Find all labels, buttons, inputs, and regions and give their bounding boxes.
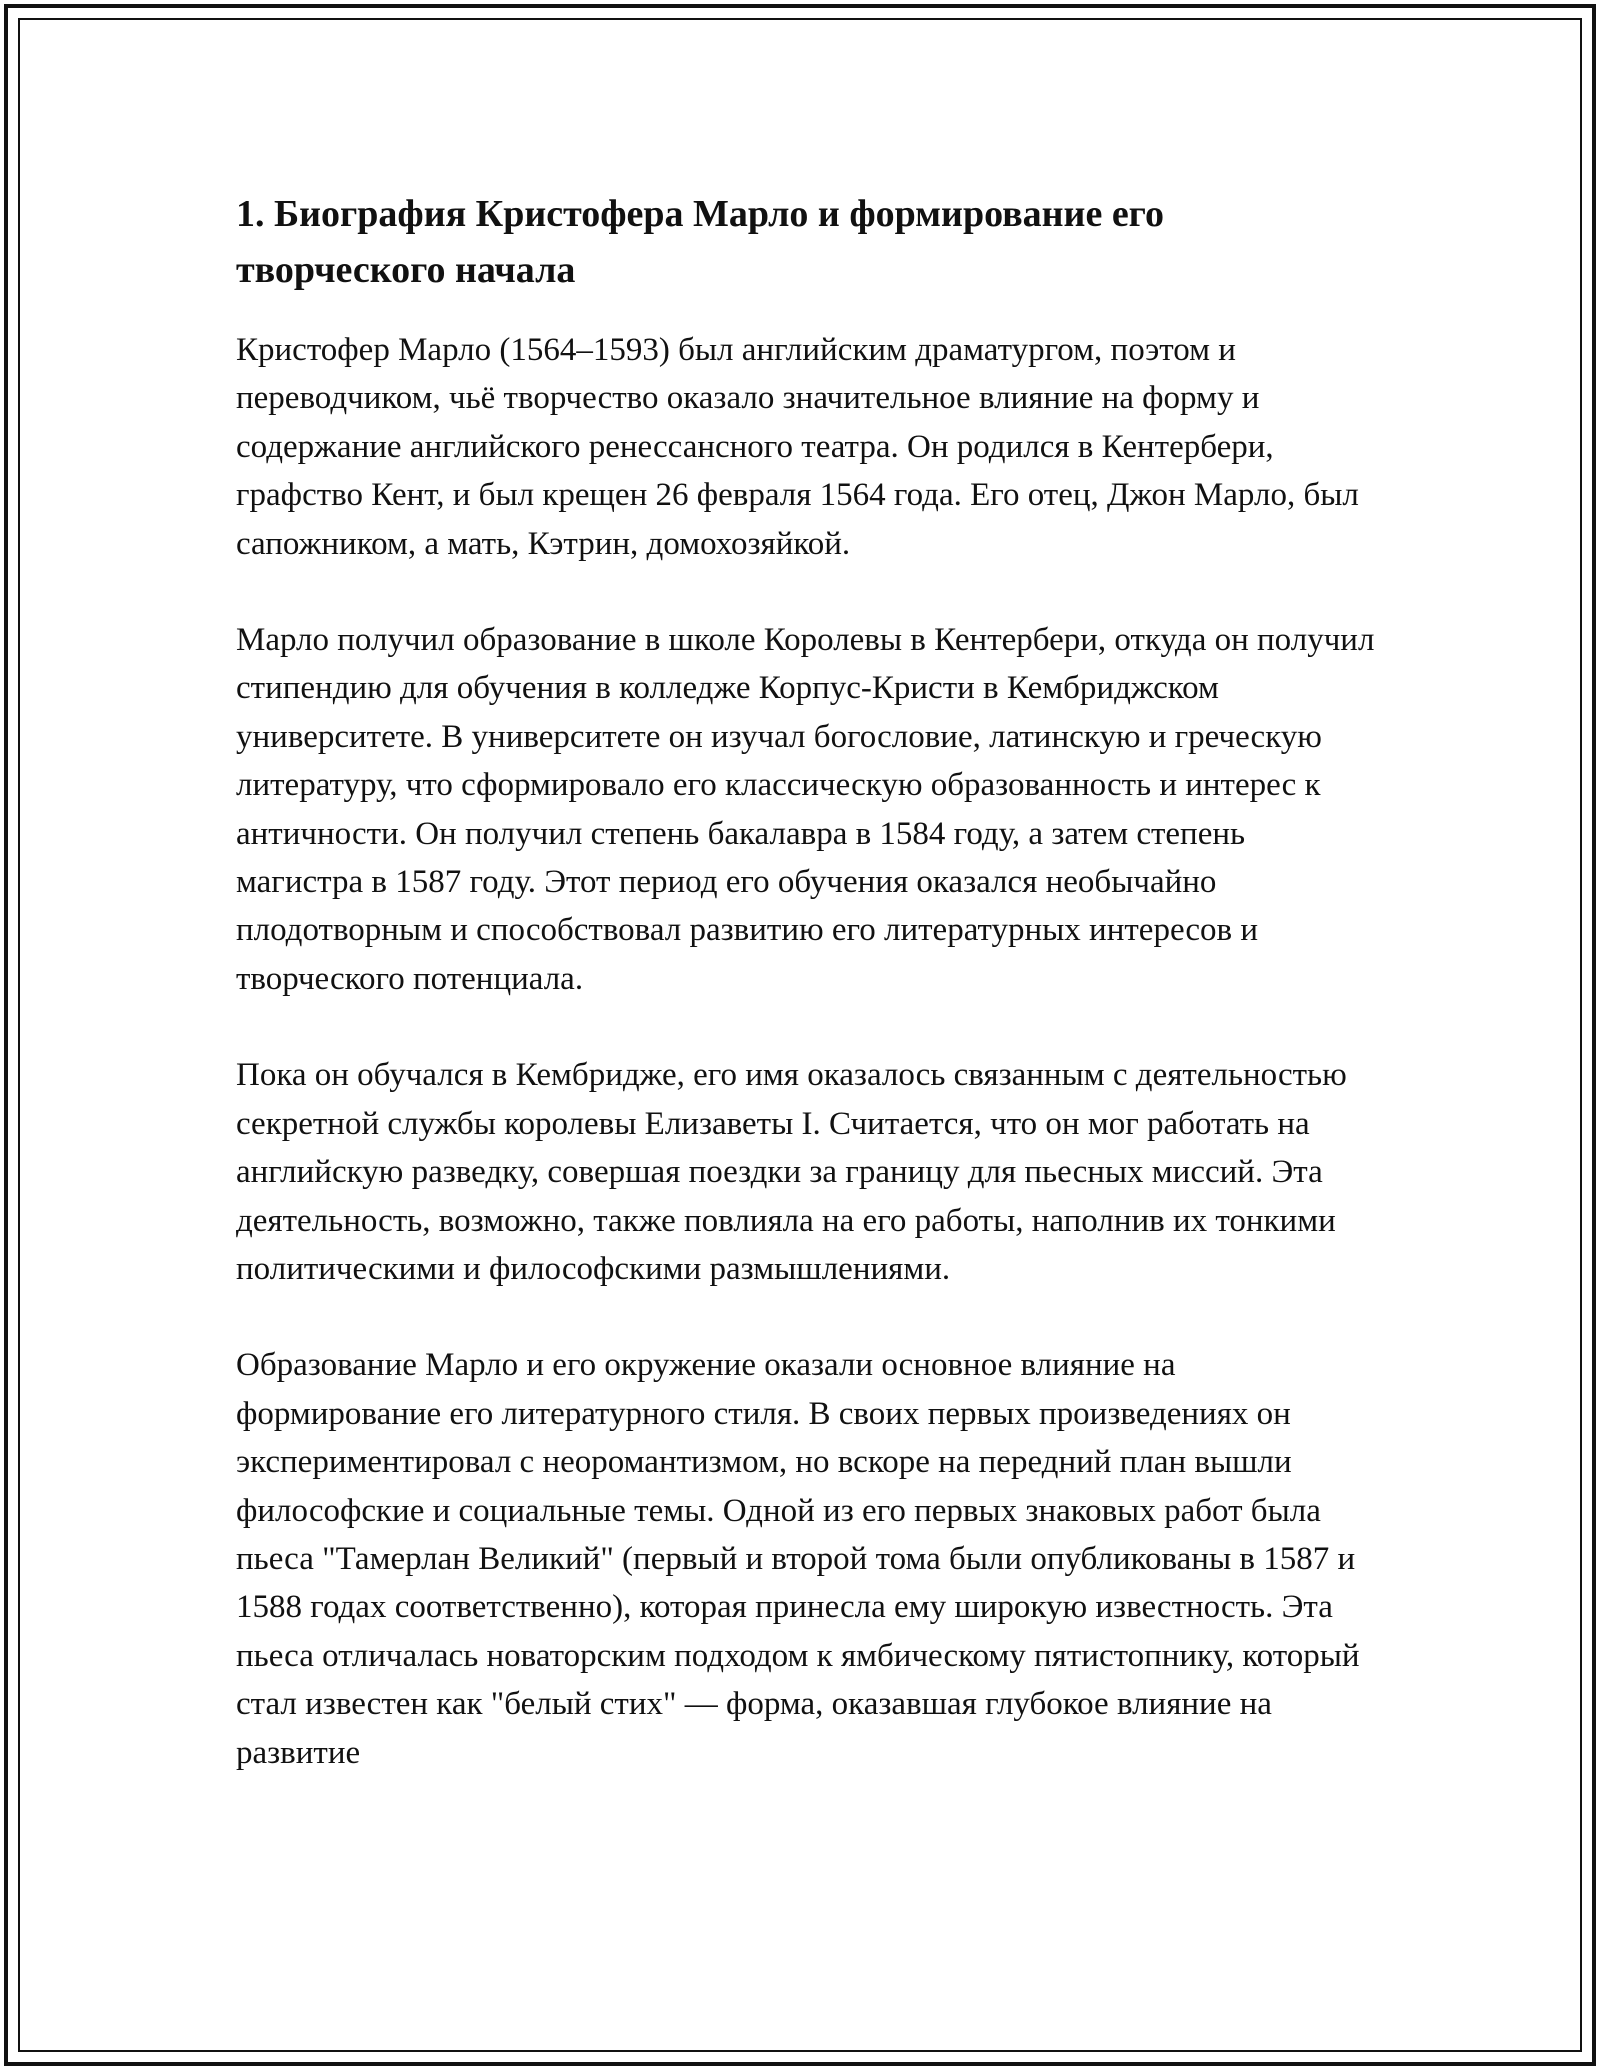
paragraph-education: Марло получил образование в школе Королевы в Кентербери, откуда он получил стипендию для обучения в колледже Корпус-Кристи в Кембриджском университете. В университете он изучал богословие, латинскую и греческую литературу, что сформировало его классическую образованность и интерес к античности. Он получил степень бакалавра в 1584 году, а затем степень магистра в 1587 году. Этот период его обучения оказался необычайно плодотворным и способствовал развитию его литературных интересов и творческого потенциала.	[236, 622, 1375, 997]
paragraph-secret-service: Пока он обучался в Кембридже, его имя оказалось связанным с деятельностью секретной службы королевы Елизаветы I. Считается, что он мог работать на английскую разведку, совершая поездки за границу для пьесных миссий. Эта деятельность, возможно, также повлияла на его работы, наполнив их тонкими политическими и философскими размышлениями.	[236, 1057, 1347, 1287]
document-body	[236, 186, 1376, 1777]
paragraph-literary-style: Образование Марло и его окружение оказали основное влияние на формирование его литературного стиля. В своих первых произведениях он экспериментировал с неоромантизмом, но вскоре на передний план вышли философские и социальные темы. Одной из его первых знаковых работ была пьеса "Тамерлан Великий" (первый и второй тома были опубликованы в 1587 и 1588 годах соответственно), которая принесла ему широкую известность. Эта пьеса отличалась новаторским подходом к ямбическому пятистопнику, который стал известен как "белый стих" — форма, оказавшая глубокое влияние на развитие	[236, 1347, 1360, 1771]
paragraph-intro: Кристофер Марло (1564–1593) был английским драматургом, поэтом и переводчиком, чьё творчество оказало значительное влияние на форму и содержание английского ренессансного театра. Он родился в Кентербери, графство Кент, и был крещен 26 февраля 1564 года. Его отец, Джон Марло, был сапожником, а мать, Кэтрин, домохозяйкой.	[236, 332, 1359, 562]
section-heading: 1. Биография Кристофера Марло и формирование его творческого начала	[236, 193, 1164, 291]
